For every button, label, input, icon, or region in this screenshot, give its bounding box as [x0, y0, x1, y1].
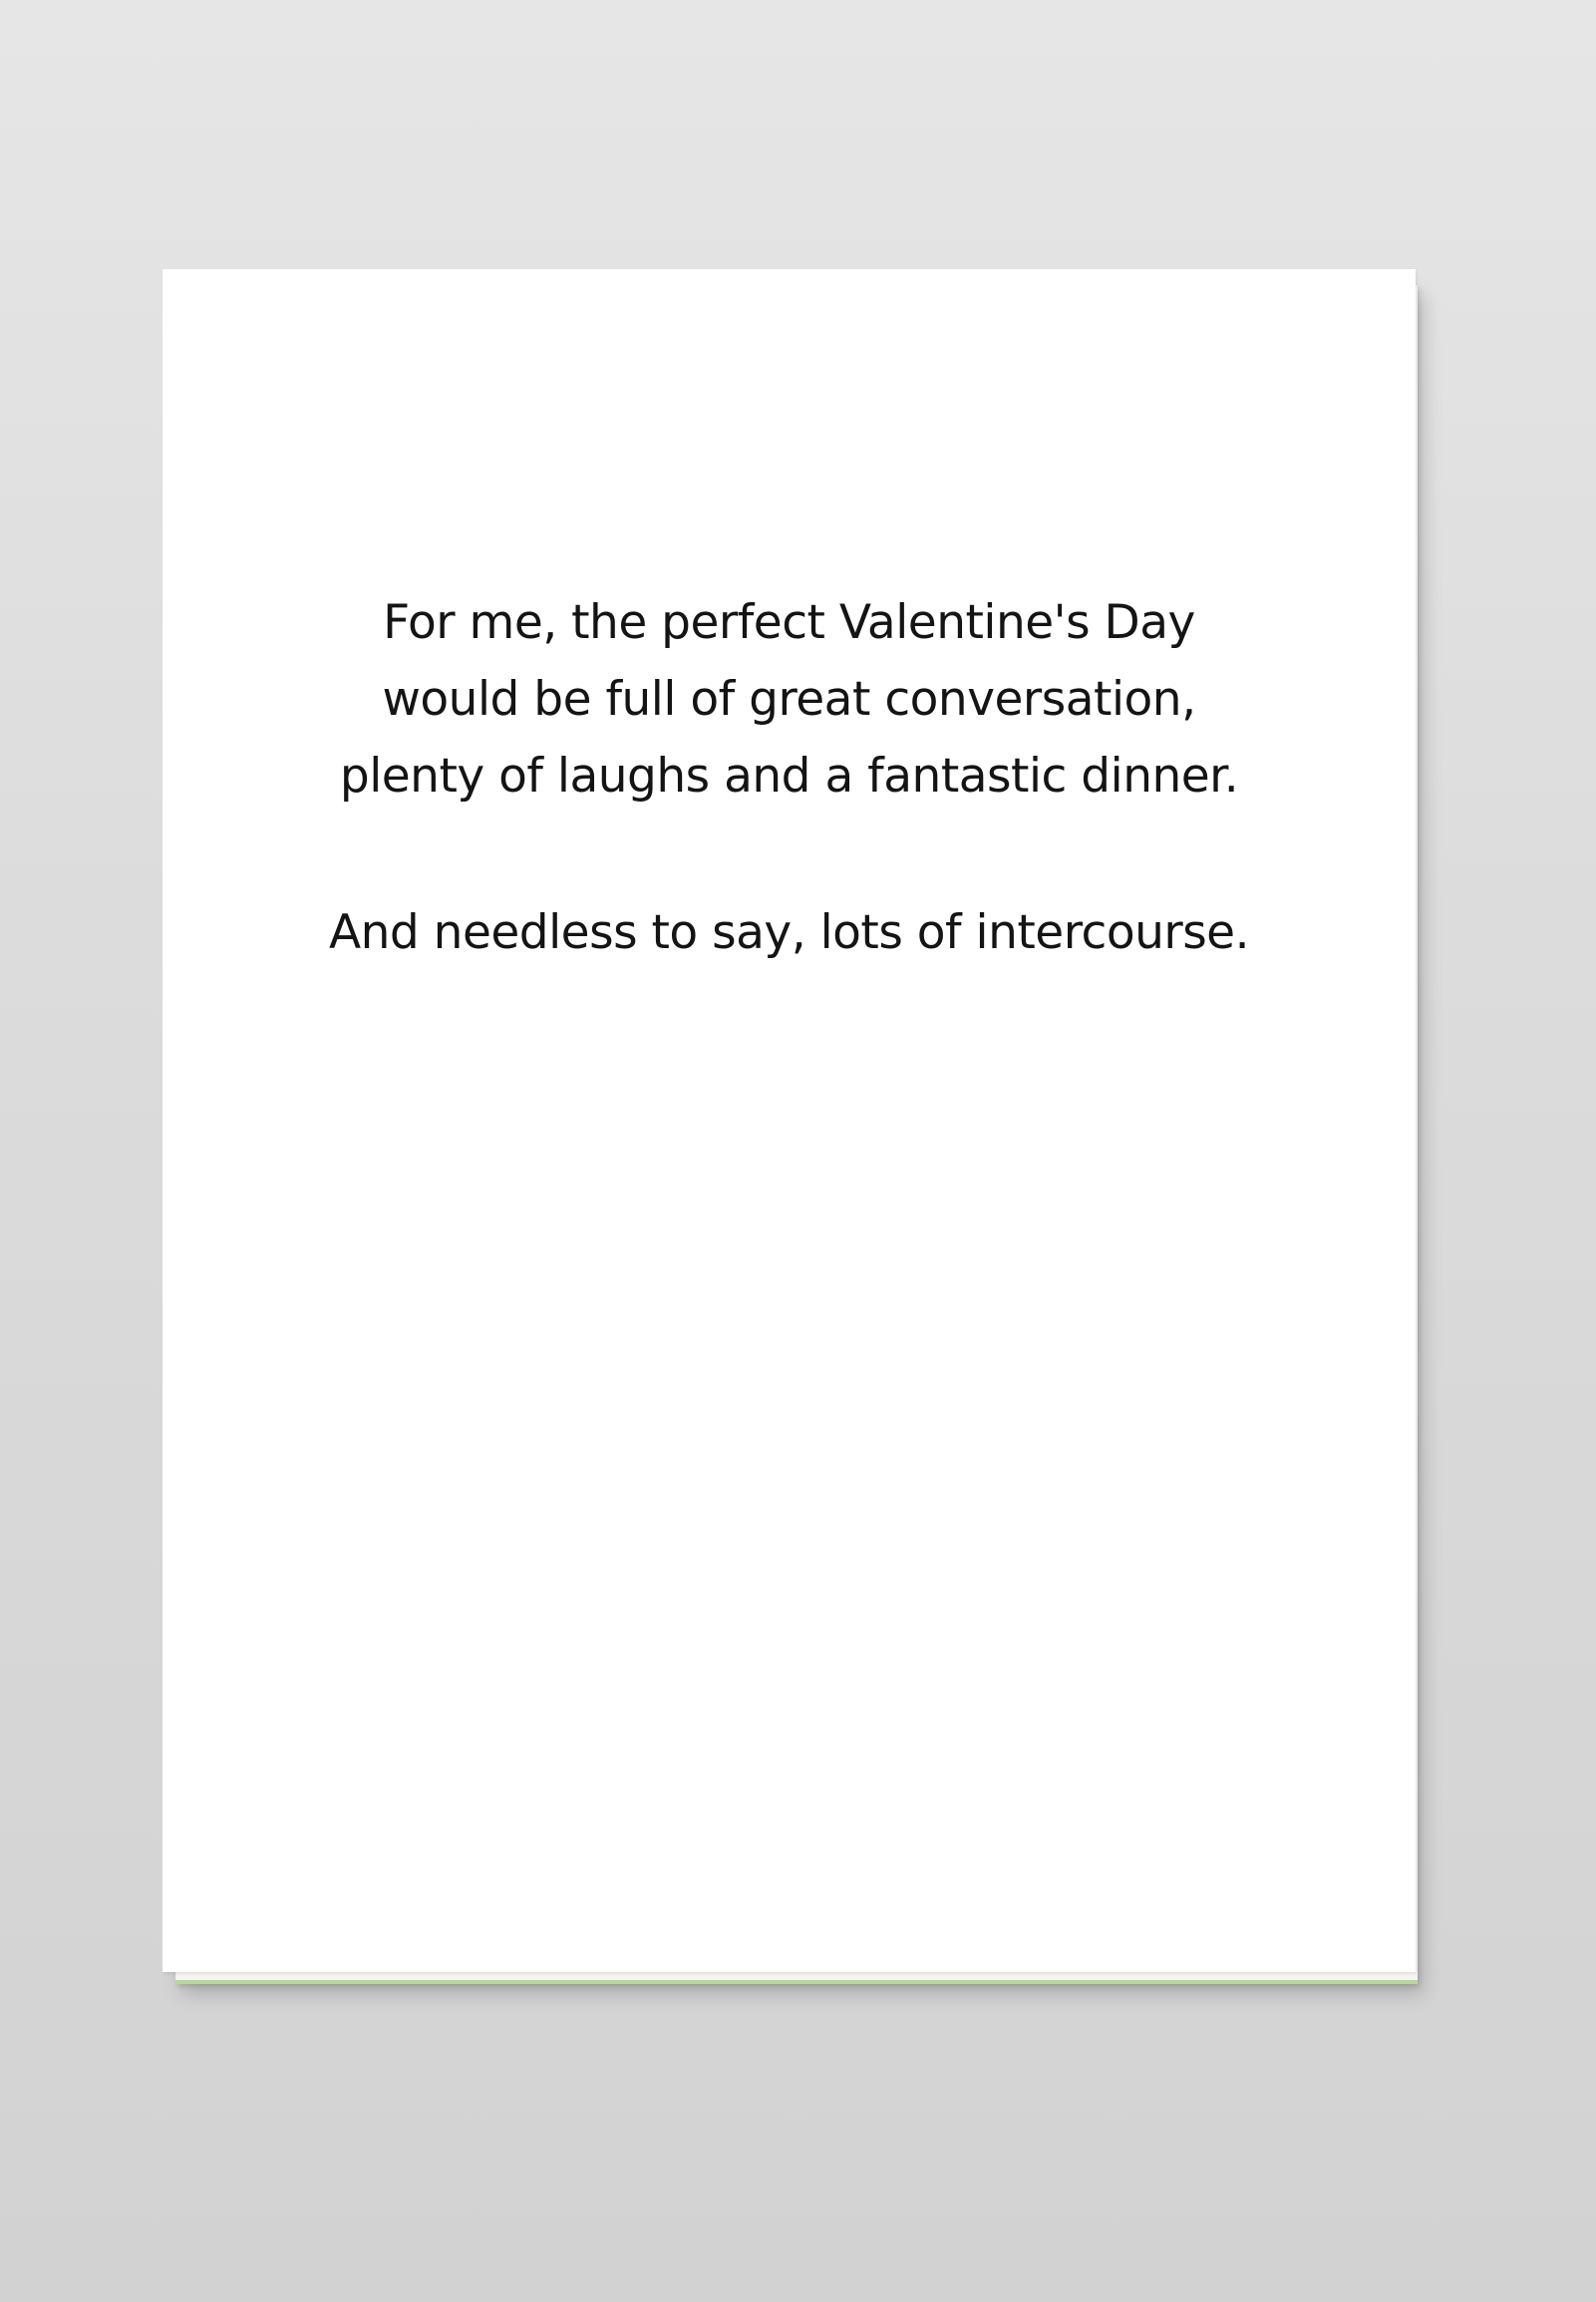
message-line-2: would be full of great conversation, — [382, 672, 1196, 727]
card-message — [162, 584, 1416, 971]
closing-line: And needless to say, lots of intercourse. — [328, 905, 1250, 960]
message-line-1: For me, the perfect Valentine's Day — [383, 595, 1195, 650]
greeting-card — [162, 269, 1416, 1972]
message-line-3: plenty of laughs and a fantastic dinner. — [339, 749, 1239, 804]
